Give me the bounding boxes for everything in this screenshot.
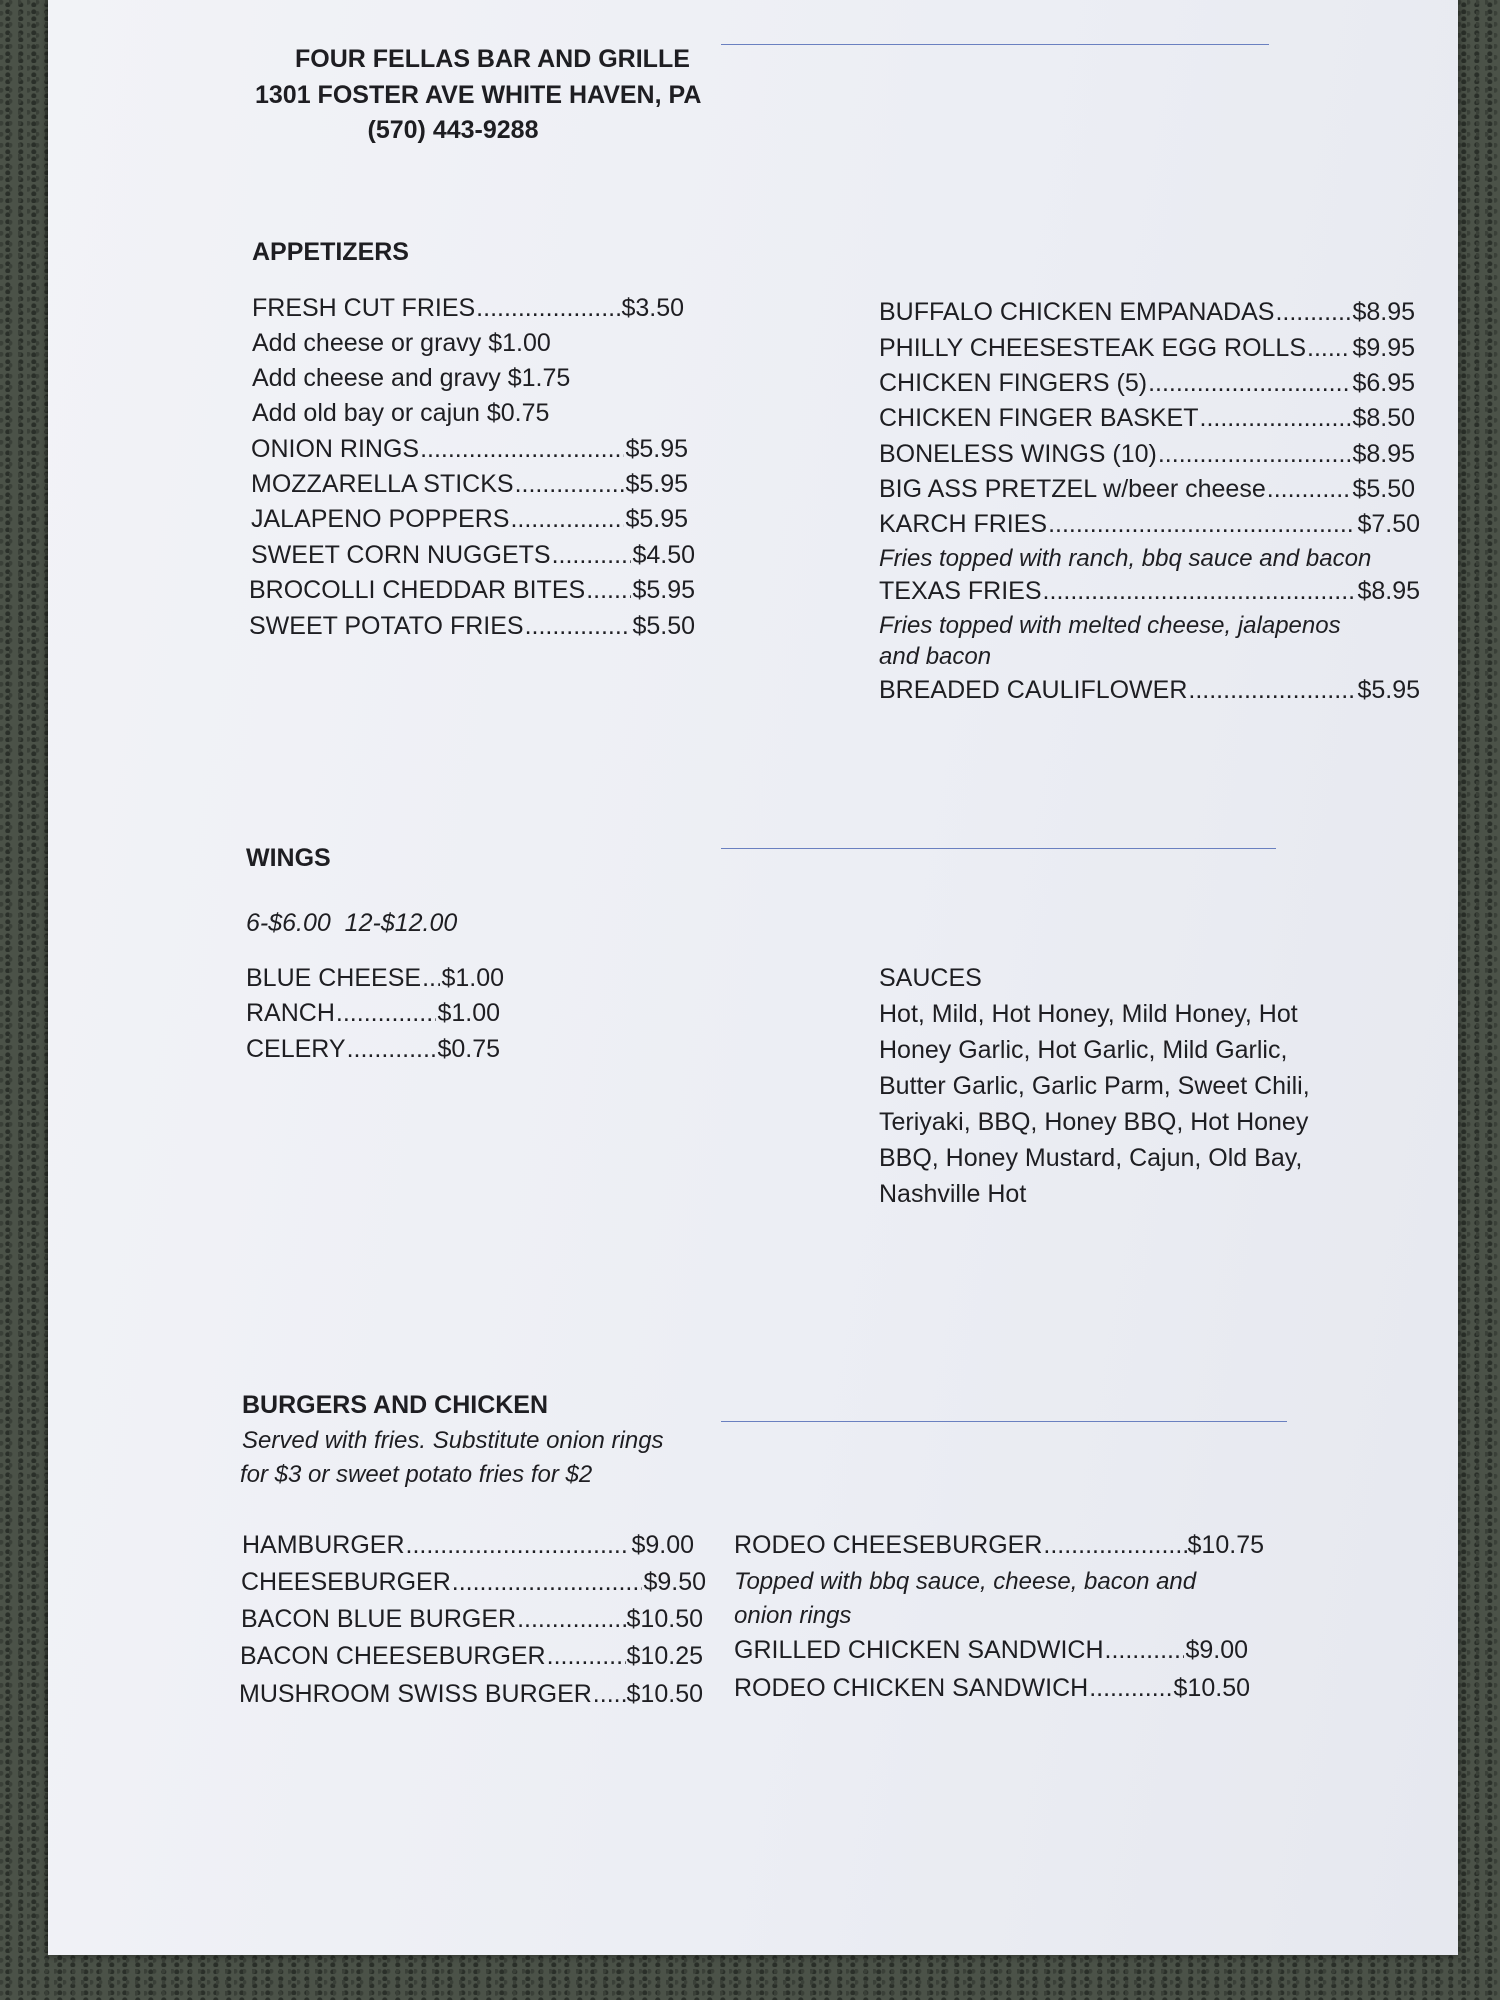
item-price: $6.95 <box>1352 369 1415 397</box>
item-description: Fries topped with ranch, bbq sauce and bacon <box>879 545 1372 572</box>
item-name: FRESH CUT FRIES <box>252 294 476 322</box>
item-note: Add cheese or gravy $1.00 <box>252 329 551 357</box>
item-price: $9.50 <box>643 1568 706 1596</box>
menu-item <box>879 512 1420 537</box>
menu-item <box>734 1676 1250 1701</box>
restaurant-phone: (570) 443-9288 <box>367 116 539 144</box>
item-name: RODEO CHEESEBURGER <box>734 1531 1043 1559</box>
item-name: ONION RINGS <box>251 435 420 463</box>
item-note: Add old bay or cajun $0.75 <box>252 399 550 427</box>
sauces-heading: SAUCES <box>879 964 982 992</box>
sauces-line: BBQ, Honey Mustard, Cajun, Old Bay, <box>879 1144 1303 1172</box>
item-price: $8.50 <box>1352 404 1415 432</box>
item-price: $9.95 <box>1352 334 1415 362</box>
item-name: SWEET CORN NUGGETS <box>251 541 551 569</box>
item-name: BIG ASS PRETZEL w/beer cheese <box>879 475 1266 503</box>
item-name: HAMBURGER <box>242 1531 405 1559</box>
restaurant-name: FOUR FELLAS BAR AND GRILLE <box>295 45 690 73</box>
item-name: CELERY <box>246 1035 346 1063</box>
item-name: GRILLED CHICKEN SANDWICH <box>734 1636 1104 1664</box>
item-price: $8.95 <box>1352 440 1415 468</box>
item-price: $0.75 <box>437 1035 500 1063</box>
item-price: $1.00 <box>441 964 504 992</box>
menu-item <box>246 1001 500 1026</box>
item-price: $1.00 <box>437 999 500 1027</box>
divider-bottom <box>721 1421 1287 1422</box>
menu-item <box>251 437 688 462</box>
item-name: BROCOLLI CHEDDAR BITES <box>249 576 586 604</box>
menu-item <box>241 1607 703 1632</box>
menu-item <box>251 507 688 532</box>
item-price: $8.95 <box>1352 298 1415 326</box>
item-price: $10.50 <box>1173 1674 1250 1702</box>
menu-item <box>249 614 695 639</box>
item-name: BONELESS WINGS (10) <box>879 440 1157 468</box>
burgers-heading: BURGERS AND CHICKEN <box>242 1391 549 1419</box>
menu-item <box>879 371 1415 396</box>
sauces-line: Butter Garlic, Garlic Parm, Sweet Chili, <box>879 1072 1310 1100</box>
item-name: RODEO CHICKEN SANDWICH <box>734 1674 1089 1702</box>
menu-item <box>241 1570 706 1595</box>
item-description: Topped with bbq sauce, cheese, bacon and <box>734 1568 1197 1595</box>
item-name: BREADED CAULIFLOWER <box>879 676 1188 704</box>
sauces-line: Nashville Hot <box>879 1180 1027 1208</box>
item-price: $9.00 <box>631 1531 694 1559</box>
menu-item <box>879 579 1420 604</box>
item-price: $5.95 <box>632 576 695 604</box>
menu-item <box>879 406 1415 431</box>
item-price: $7.50 <box>1357 510 1420 538</box>
item-price: $4.50 <box>632 541 695 569</box>
menu-item <box>879 336 1415 361</box>
appetizers-heading: APPETIZERS <box>252 238 409 266</box>
item-name: BACON BLUE BURGER <box>241 1605 517 1633</box>
item-name: RANCH <box>246 999 335 1027</box>
wings-pricing: 6-$6.00 12-$12.00 <box>246 909 458 937</box>
item-name: MOZZARELLA STICKS <box>251 470 514 498</box>
item-price: $5.95 <box>625 470 688 498</box>
item-price: $3.50 <box>621 294 684 322</box>
divider-top <box>721 44 1269 45</box>
divider-middle <box>721 848 1276 849</box>
item-name: MUSHROOM SWISS BURGER <box>239 1680 592 1708</box>
menu-item <box>242 1533 694 1558</box>
item-price: $10.75 <box>1187 1531 1264 1559</box>
menu-item <box>240 1644 703 1669</box>
item-name: CHICKEN FINGER BASKET <box>879 404 1199 432</box>
item-name: CHICKEN FINGERS (5) <box>879 369 1148 397</box>
burgers-subtitle-line: Served with fries. Substitute onion rings <box>242 1427 664 1454</box>
menu-item <box>879 442 1415 467</box>
sauces-line: Teriyaki, BBQ, Honey BBQ, Hot Honey <box>879 1108 1309 1136</box>
restaurant-address: 1301 FOSTER AVE WHITE HAVEN, PA <box>255 81 702 109</box>
menu-item <box>879 678 1420 703</box>
item-price: $5.95 <box>625 435 688 463</box>
item-name: BUFFALO CHICKEN EMPANADAS <box>879 298 1275 326</box>
menu-item <box>879 477 1415 502</box>
menu-item <box>879 300 1415 325</box>
item-name: BLUE CHEESE <box>246 964 422 992</box>
item-price: $5.50 <box>1352 475 1415 503</box>
sauces-line: Honey Garlic, Hot Garlic, Mild Garlic, <box>879 1036 1288 1064</box>
sauces-line: Hot, Mild, Hot Honey, Mild Honey, Hot <box>879 1000 1298 1028</box>
menu-item <box>249 578 695 603</box>
item-name: CHEESEBURGER <box>241 1568 451 1596</box>
item-name: BACON CHEESEBURGER <box>240 1642 546 1670</box>
item-description: onion rings <box>734 1602 852 1629</box>
menu-item <box>239 1682 703 1707</box>
menu-item <box>251 472 688 497</box>
menu-item <box>246 1037 500 1062</box>
item-price: $10.25 <box>626 1642 703 1670</box>
menu-item <box>246 966 504 991</box>
item-name: JALAPENO POPPERS <box>251 505 510 533</box>
item-name: KARCH FRIES <box>879 510 1048 538</box>
item-name: TEXAS FRIES <box>879 577 1042 605</box>
menu-item <box>734 1533 1264 1558</box>
item-price: $9.00 <box>1185 1636 1248 1664</box>
item-price: $10.50 <box>626 1680 703 1708</box>
item-price: $10.50 <box>626 1605 703 1633</box>
item-price: $8.95 <box>1357 577 1420 605</box>
item-price: $5.95 <box>625 505 688 533</box>
burgers-subtitle-line: for $3 or sweet potato fries for $2 <box>240 1461 593 1488</box>
wings-heading: WINGS <box>246 844 331 872</box>
menu-item <box>251 543 695 568</box>
item-name: PHILLY CHEESESTEAK EGG ROLLS <box>879 334 1307 362</box>
item-note: Add cheese and gravy $1.75 <box>252 364 571 392</box>
item-description: Fries topped with melted cheese, jalapenos <box>879 612 1341 639</box>
item-price: $5.95 <box>1357 676 1420 704</box>
menu-page <box>48 0 1458 1955</box>
item-price: $5.50 <box>632 612 695 640</box>
item-description: and bacon <box>879 643 992 670</box>
item-name: SWEET POTATO FRIES <box>249 612 524 640</box>
menu-item <box>252 296 684 321</box>
menu-item <box>734 1638 1248 1663</box>
